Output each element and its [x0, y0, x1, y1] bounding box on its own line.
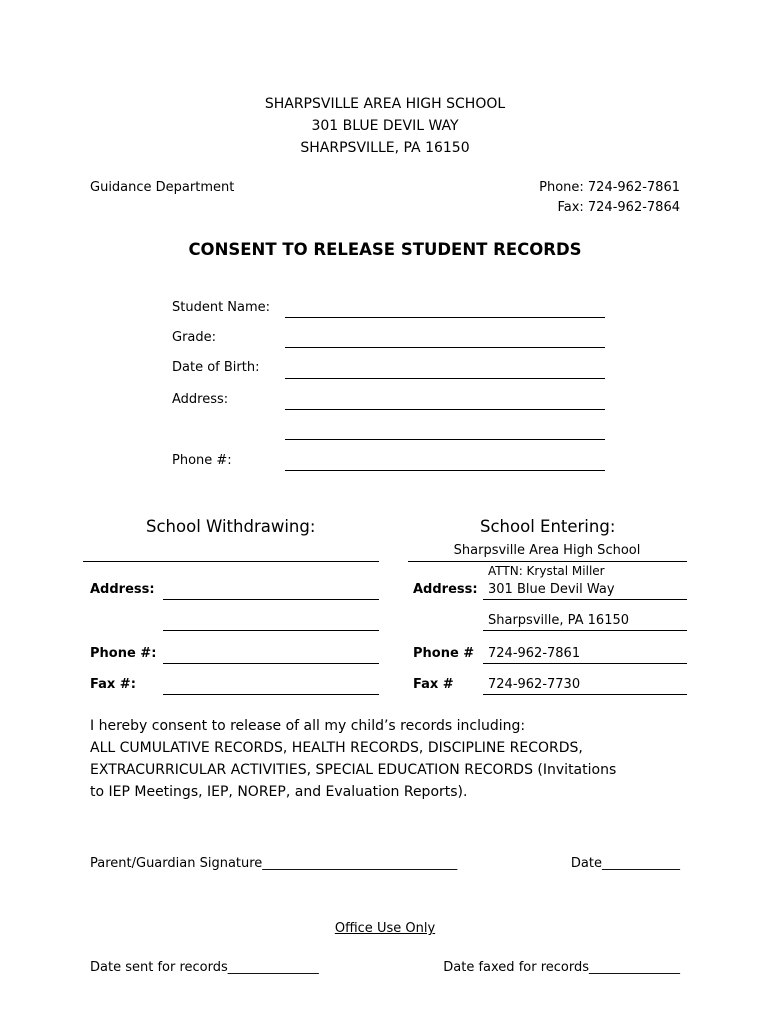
signature-field[interactable]: Parent/Guardian Signature______________________________	[90, 856, 458, 871]
withdrawing-fax-label: Fax #:	[90, 677, 136, 692]
consent-line-3: EXTRACURRICULAR ACTIVITIES, SPECIAL EDUCATION RECORDS (Invitations	[90, 762, 617, 778]
form-title: CONSENT TO RELEASE STUDENT RECORDS	[188, 240, 582, 259]
entering-fax-line	[483, 694, 687, 695]
entering-heading: School Entering:	[480, 517, 616, 536]
dob-line[interactable]	[285, 378, 605, 379]
entering-fax-label: Fax #	[413, 677, 454, 692]
address-line-1[interactable]	[285, 409, 605, 410]
department-label: Guidance Department	[90, 180, 235, 195]
entering-address-line2: Sharpsville, PA 16150	[488, 613, 630, 628]
address-line-2[interactable]	[285, 439, 605, 440]
student-name-line[interactable]	[285, 317, 605, 318]
school-name: SHARPSVILLE AREA HIGH SCHOOL	[264, 96, 506, 112]
date-faxed-field[interactable]: Date faxed for records______________	[443, 960, 680, 975]
withdrawing-heading: School Withdrawing:	[146, 517, 316, 536]
withdrawing-school-line[interactable]	[83, 561, 379, 562]
consent-line-1: I hereby consent to release of all my child’s records including:	[90, 718, 526, 734]
entering-address-line-1	[483, 599, 687, 600]
withdrawing-address-line-1[interactable]	[163, 599, 379, 600]
entering-address-label: Address:	[413, 582, 478, 597]
office-use-heading: Office Use Only	[334, 921, 436, 936]
student-name-label: Student Name:	[172, 300, 271, 315]
entering-school-line	[408, 561, 687, 562]
entering-phone-value: 724-962-7861	[488, 646, 581, 661]
grade-label: Grade:	[172, 330, 217, 345]
entering-address-line1: 301 Blue Devil Way	[488, 582, 615, 597]
withdrawing-fax-line[interactable]	[163, 694, 379, 695]
dob-label: Date of Birth:	[172, 360, 260, 375]
withdrawing-address-label: Address:	[90, 582, 155, 597]
withdrawing-phone-label: Phone #:	[90, 646, 157, 661]
date-sent-field[interactable]: Date sent for records______________	[90, 960, 319, 975]
header-fax: Fax: 724-962-7864	[557, 200, 680, 215]
consent-line-4: to IEP Meetings, IEP, NOREP, and Evaluation Reports).	[90, 784, 468, 800]
header-phone: Phone: 724-962-7861	[539, 180, 680, 195]
entering-fax-value: 724-962-7730	[488, 677, 581, 692]
withdrawing-address-line-2[interactable]	[163, 630, 379, 631]
withdrawing-phone-line[interactable]	[163, 663, 379, 664]
entering-attn: ATTN: Krystal Miller	[488, 564, 605, 578]
entering-phone-line	[483, 663, 687, 664]
address-label: Address:	[172, 392, 229, 407]
school-city-state-zip: SHARPSVILLE, PA 16150	[300, 140, 470, 156]
entering-phone-label: Phone #	[413, 646, 475, 661]
entering-address-line-2	[483, 630, 687, 631]
grade-line[interactable]	[285, 347, 605, 348]
phone-line[interactable]	[285, 470, 605, 471]
school-street: 301 BLUE DEVIL WAY	[311, 118, 459, 134]
consent-line-2: ALL CUMULATIVE RECORDS, HEALTH RECORDS, DISCIPLINE RECORDS,	[90, 740, 583, 756]
date-field[interactable]: Date____________	[570, 856, 680, 871]
entering-school-name: Sharpsville Area High School	[453, 543, 641, 558]
phone-label: Phone #:	[172, 453, 232, 468]
